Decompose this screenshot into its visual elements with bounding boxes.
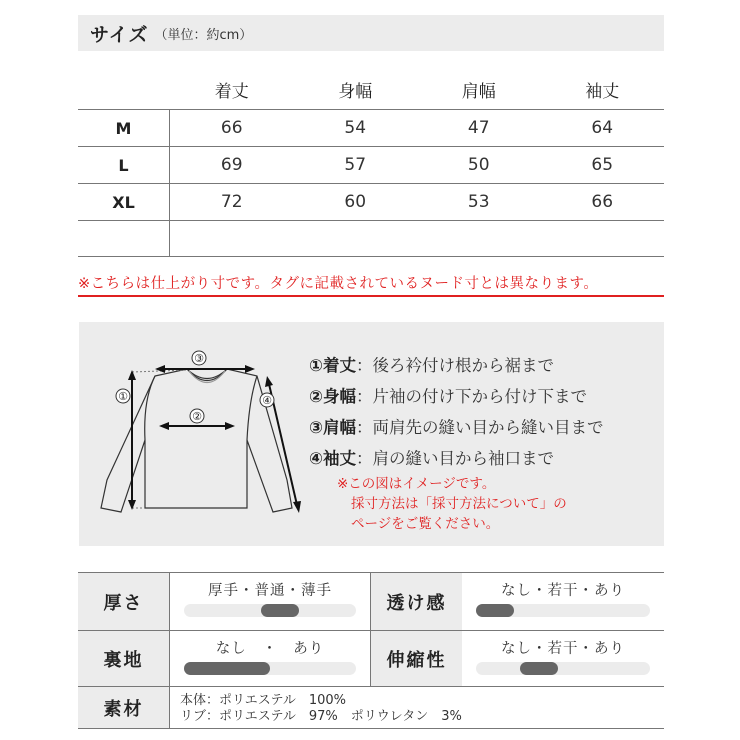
size-label: XL — [78, 184, 170, 220]
stretch-label: 伸縮性 — [370, 631, 462, 686]
column-header: 袖丈 — [585, 82, 620, 102]
table-cell: 66 — [220, 118, 243, 138]
material-composition: 本体：ポリエステル 100% リブ：ポリエステル 97% ポリウレタン 3% — [180, 693, 462, 724]
scale-indicator — [520, 662, 558, 675]
svg-text:③: ③ — [194, 352, 204, 365]
diagram-note: ※この図はイメージです。 採寸方法は「採寸方法について」の ページをご覧ください。 — [337, 476, 567, 532]
shirt-diagram-icon — [87, 330, 307, 540]
column-header: 着丈 — [214, 82, 249, 102]
size-label: M — [78, 110, 170, 146]
size-table — [78, 70, 664, 257]
table-row — [78, 109, 664, 146]
table-cell: 54 — [344, 118, 367, 138]
column-header: 肩幅 — [461, 82, 496, 102]
lining-scale: なし ・ あり — [170, 631, 370, 686]
thickness-scale: 厚手・普通・薄手 — [170, 573, 370, 630]
size-label: L — [78, 147, 170, 183]
scale-indicator — [476, 604, 514, 617]
attr-row — [78, 687, 664, 729]
scale-track — [476, 662, 650, 675]
attr-row — [78, 573, 664, 631]
column-header: 身幅 — [338, 82, 373, 102]
scale-track — [184, 604, 356, 617]
svg-text:②: ② — [192, 410, 202, 423]
table-cell: 53 — [467, 192, 490, 212]
table-cell: 64 — [591, 118, 614, 138]
lining-label: 裏地 — [78, 631, 170, 686]
material-label: 素材 — [78, 687, 170, 728]
definition-shoulder-width: ③肩幅：両肩先の縫い目から縫い目まで — [309, 418, 604, 437]
scale-track — [476, 604, 650, 617]
finished-size-notice: ※こちらは仕上がり寸です。タグに記載されているヌード寸とは異なります。 — [78, 272, 664, 297]
table-cell: 65 — [591, 155, 614, 175]
scale-indicator — [184, 662, 270, 675]
size-table-header — [78, 70, 664, 109]
svg-text:④: ④ — [262, 394, 272, 407]
thickness-label: 厚さ — [78, 573, 170, 630]
table-cell: 69 — [220, 155, 243, 175]
fabric-attributes-table — [78, 572, 664, 729]
table-row-empty — [78, 220, 664, 257]
size-label — [78, 221, 170, 256]
measurement-guide — [79, 322, 664, 546]
page-title: サイズ — [90, 23, 149, 46]
table-row — [78, 146, 664, 183]
stretch-scale: なし・若干・あり — [462, 631, 664, 686]
table-cell: 60 — [344, 192, 367, 212]
sheer-scale: なし・若干・あり — [462, 573, 664, 630]
table-row — [78, 183, 664, 220]
table-cell: 72 — [220, 192, 243, 212]
table-cell: 47 — [467, 118, 490, 138]
table-cell: 50 — [467, 155, 490, 175]
table-cell: 66 — [591, 192, 614, 212]
title-bar — [78, 15, 664, 51]
definition-sleeve-length: ④袖丈：肩の縫い目から袖口まで — [309, 449, 554, 468]
definition-body-width: ②身幅：片袖の付け下から付け下まで — [309, 387, 587, 406]
attr-row — [78, 631, 664, 687]
svg-text:①: ① — [118, 390, 128, 403]
scale-indicator — [261, 604, 299, 617]
definition-length: ①着丈：後ろ衿付け根から裾まで — [309, 356, 554, 375]
scale-track — [184, 662, 356, 675]
unit-label: （単位：約cm） — [154, 27, 253, 43]
table-cell: 57 — [344, 155, 367, 175]
sheer-label: 透け感 — [370, 573, 462, 630]
measurement-definitions — [309, 350, 603, 474]
